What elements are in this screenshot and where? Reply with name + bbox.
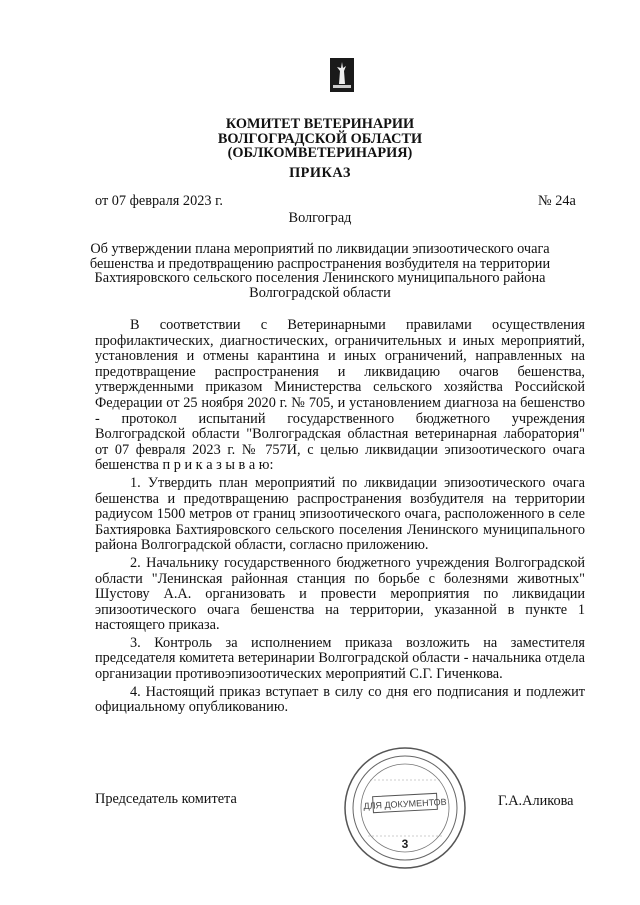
order-body [95, 318, 585, 718]
stamp-text: ДЛЯ ДОКУМЕНТОВ [363, 796, 447, 812]
org-line-3: (ОБЛКОМВЕТЕРИНАРИЯ) [227, 145, 413, 161]
org-line-1: КОМИТЕТ ВЕТЕРИНАРИИ [225, 116, 415, 132]
city: Волгоград [288, 210, 352, 226]
subject-line-1: Об утверждении плана мероприятий по ликвидации эпизоотического очага [90, 241, 550, 257]
order-date: от 07 февраля 2023 г. [95, 193, 223, 209]
stamp-number: 3 [401, 837, 409, 851]
clause-2: 2. Начальнику государственного бюджетного учреждения Волгоградской области "Ленинская районная станция по борьбе с болезнями животных" Шустову А.А. организовать и провести мероприятия по ликвидации эпизоотического очага бешенства на территории, указанной в пункте 1 настоящего приказа. [95, 554, 585, 634]
subject-line-3: Бахтияровского сельского поселения Ленинского муниципального района [94, 270, 546, 286]
signer-position: Председатель комитета [95, 791, 237, 807]
subject-line-4: Волгоградской области [249, 284, 391, 301]
coat-of-arms-emblem [330, 58, 354, 92]
preamble-paragraph: В соответствии с Ветеринарными правилами осуществления профилактических, диагностических, ограничительных и иных мероприятий, установления и отмены карантина и иных ограничений, направленных на предотвращение распространения и ликвидацию очагов бешенства, утвержденными приказом Министерства сельского хозяйства Российской Федерации от 25 ноября 2020 г. № 705, и установлением диагноза на бешенство - протокол испытаний государственного бюджетного учреждения Волгоградской области "Волгоградская областная ветеринарная лаборатория" от 07 февраля 2023 г. № 757И, с целью ликвидации эпизоотического очага бешенства п р и к а з ы в а ю: [95, 317, 585, 474]
signer-name: Г.А.Аликова [498, 793, 574, 809]
clause-4: 4. Настоящий приказ вступает в силу со дня его подписания и подлежит официальному опубликованию. [95, 683, 585, 716]
clause-1: 1. Утвердить план мероприятий по ликвидации эпизоотического очага бешенства и предотвращению распространения возбудителя на территории радиусом 1500 метров от границ эпизоотического очага, расположенного в селе Бахтияровка Бахтияровского сельского поселения Ленинского муниципального района Волгоградской области, согласно приложению. [95, 474, 585, 554]
organization-name [0, 117, 640, 161]
clause-3: 3. Контроль за исполнением приказа возложить на заместителя председателя комитета ветеринарии Волгоградской области - начальника отдела организации противоэпизоотических мероприятий С.Г. Гиченкова. [95, 634, 585, 683]
subject-line-2: бешенства и предотвращению распространения возбудителя на территории [89, 255, 551, 272]
official-stamp [340, 740, 470, 875]
order-number: № 24а [538, 193, 576, 209]
org-line-2: ВОЛГОГРАДСКОЙ ОБЛАСТИ [217, 130, 423, 147]
order-subject [0, 242, 640, 300]
document-type: ПРИКАЗ [289, 165, 351, 181]
